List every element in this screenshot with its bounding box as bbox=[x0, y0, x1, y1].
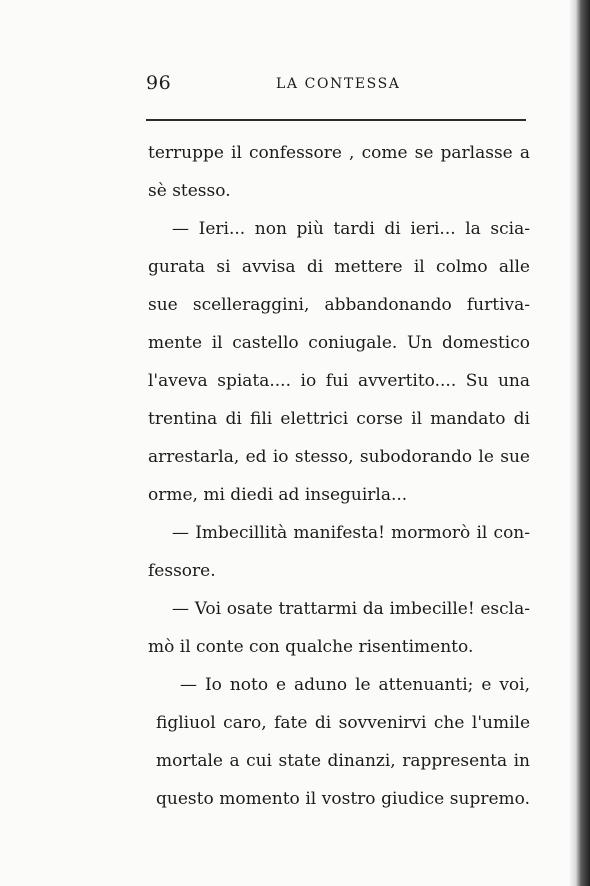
text-line: questo momento il vostro giudice supremo. bbox=[156, 789, 530, 809]
text-line: mò il conte con qualche risentimento. bbox=[148, 637, 474, 657]
text-line: terruppe il confessore , come se parlasse a bbox=[148, 143, 530, 163]
text-line: — Voi osate trattarmi da imbecille! escla- bbox=[172, 599, 530, 619]
text-line: figliuol caro, fate di sovvenirvi che l'umile bbox=[156, 713, 530, 733]
text-line: fessore. bbox=[148, 561, 216, 581]
text-line: — Ieri... non più tardi di ieri... la scia- bbox=[172, 219, 530, 239]
text-line: mortale a cui state dinanzi, rappresenta in bbox=[156, 751, 530, 771]
text-line: trentina di fili elettrici corse il mandato di bbox=[148, 409, 530, 429]
text-line: — Io noto e aduno le attenuanti; e voi, bbox=[180, 675, 530, 695]
text-line: l'aveva spiata.... io fui avvertito.... Su una bbox=[148, 371, 530, 391]
text-line: sè stesso. bbox=[148, 181, 231, 201]
body-text bbox=[148, 134, 530, 818]
header-rule bbox=[146, 119, 526, 121]
page-binding-edge bbox=[568, 0, 590, 886]
running-title: LA CONTESSA bbox=[276, 76, 401, 92]
text-line: gurata si avvisa di mettere il colmo alle bbox=[148, 257, 530, 277]
text-line: sue scelleraggini, abbandonando furtiva- bbox=[148, 295, 530, 315]
text-line: orme, mi diedi ad inseguirla... bbox=[148, 485, 408, 505]
text-line: arrestarla, ed io stesso, subodorando le sue bbox=[148, 447, 530, 467]
text-line: mente il castello coniugale. Un domestico bbox=[148, 333, 530, 353]
text-line: — Imbecillità manifesta! mormorò il con- bbox=[172, 523, 530, 543]
page-number: 96 bbox=[146, 72, 172, 94]
